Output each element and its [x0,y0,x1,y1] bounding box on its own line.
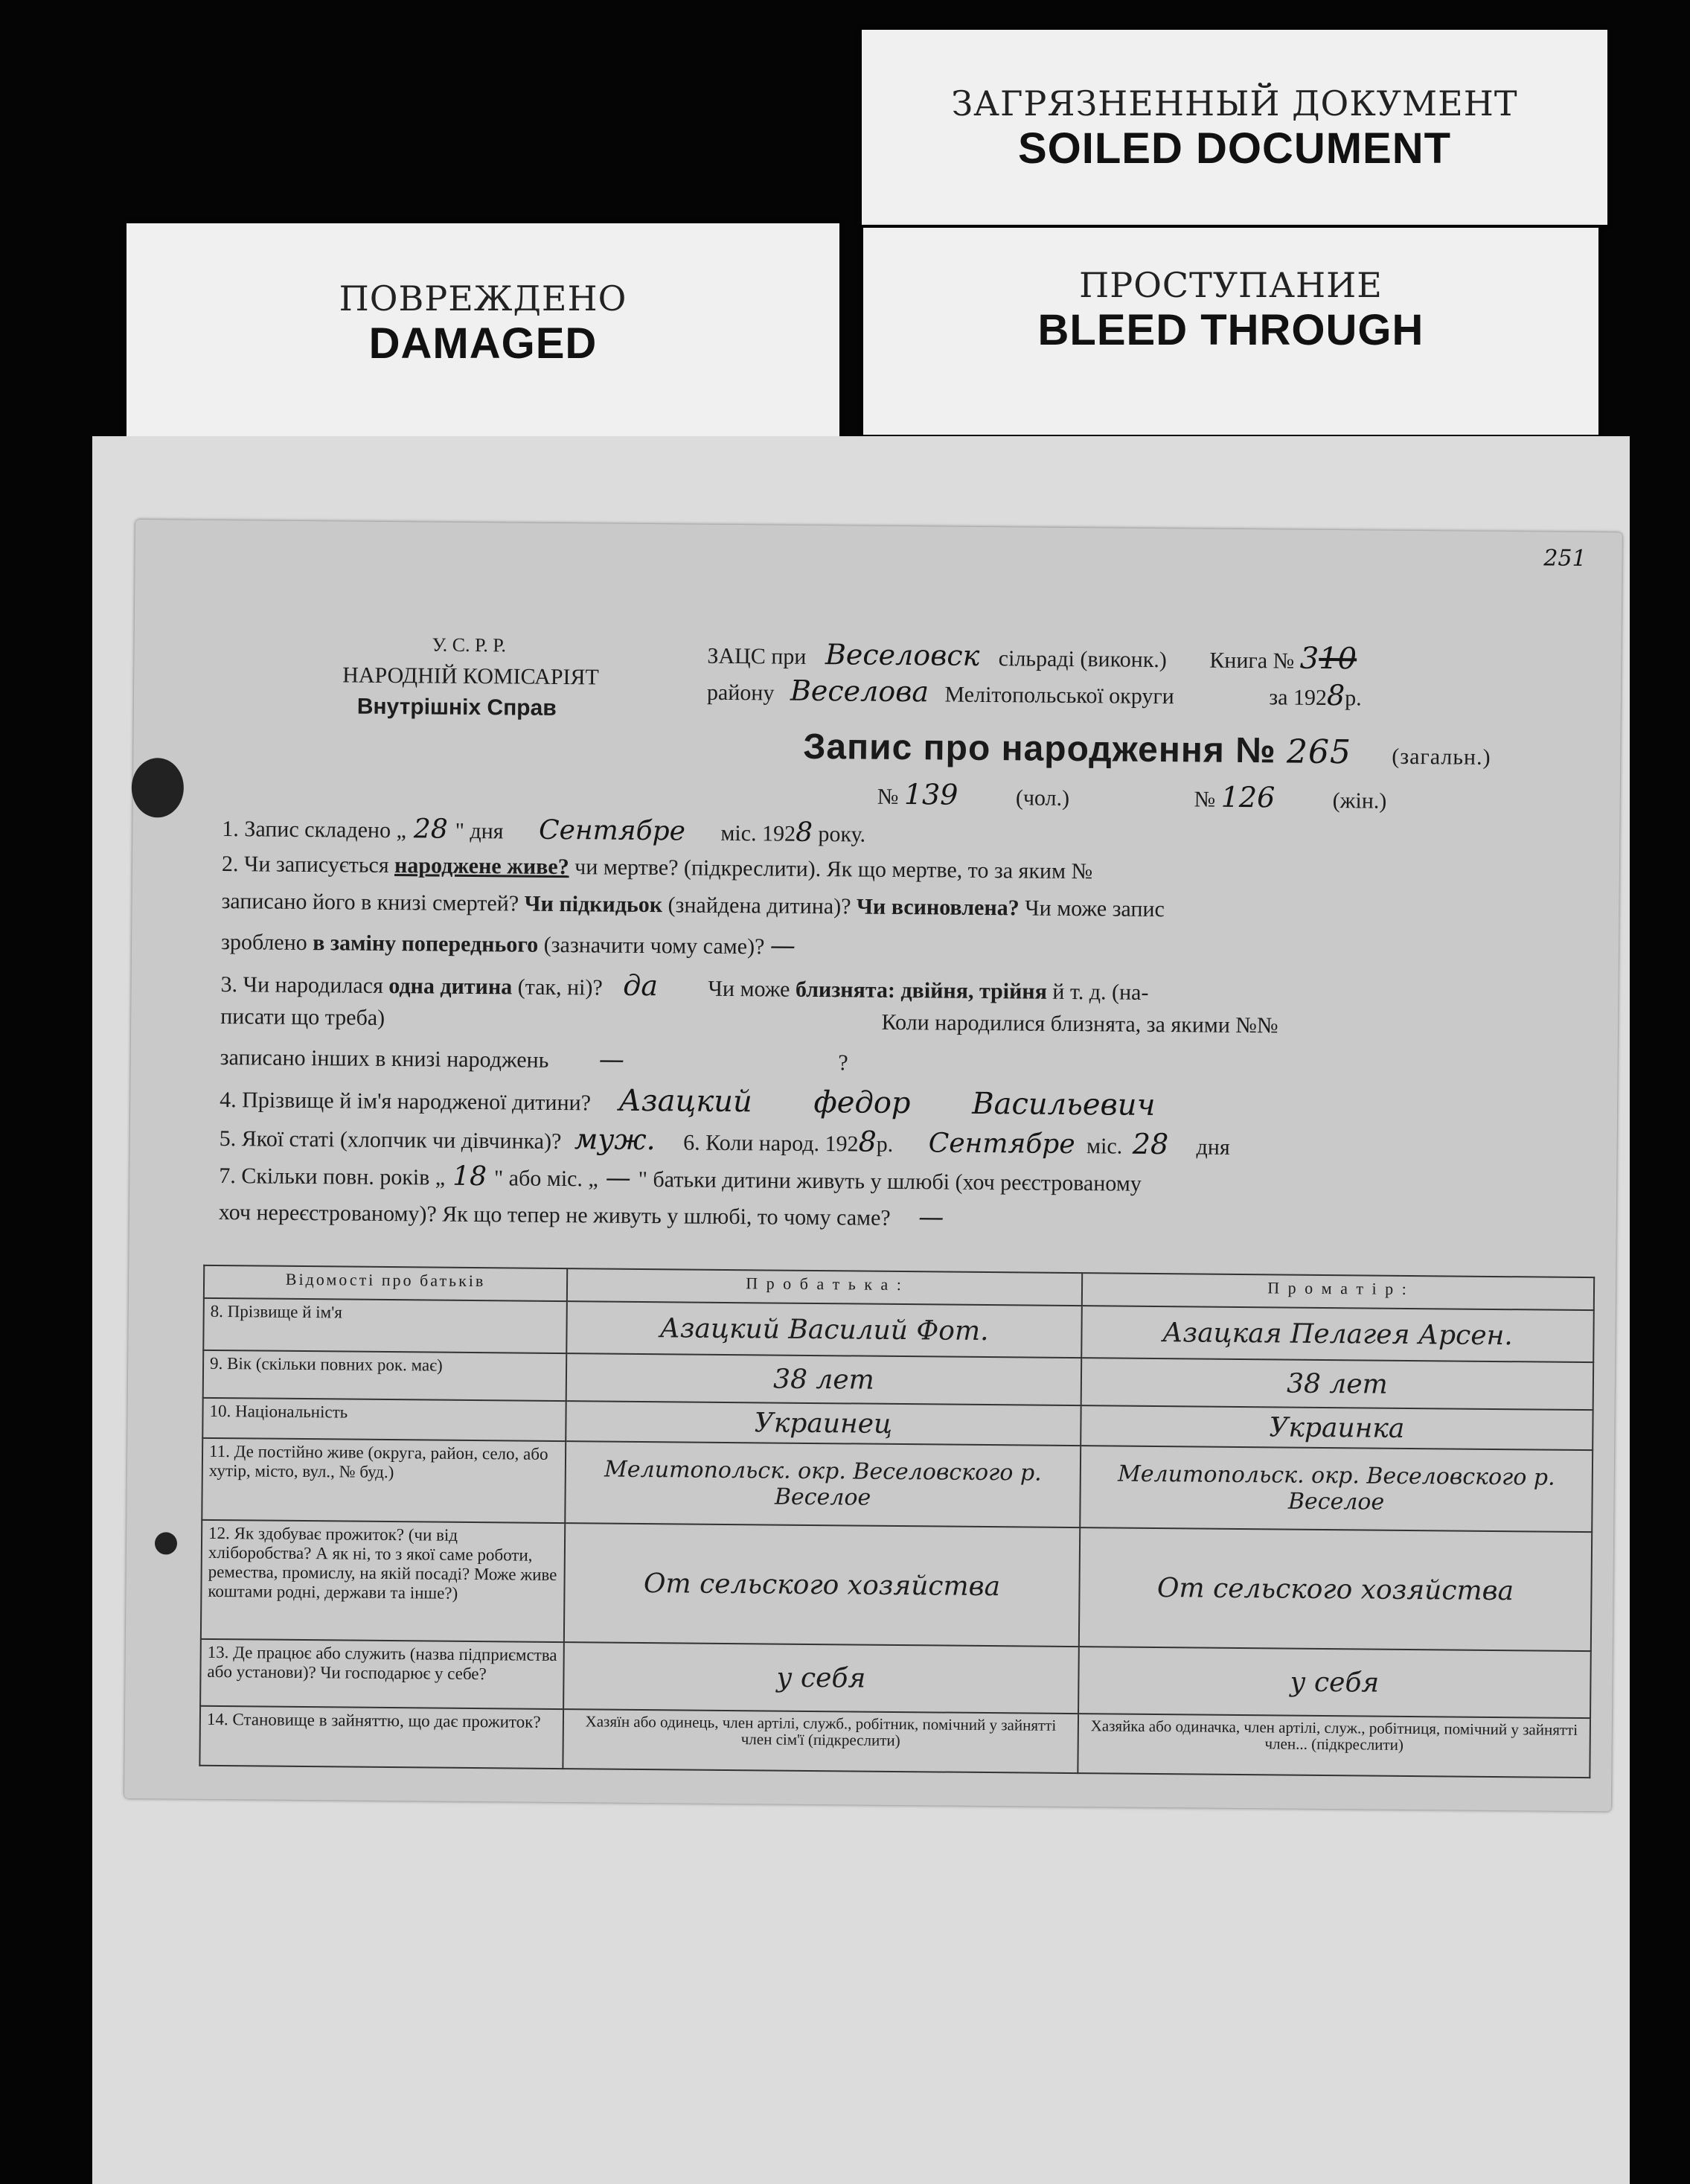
q6-dnia: дня [1196,1134,1230,1160]
q1-d: року. [818,822,866,847]
mother-cell: Украинка [1081,1405,1593,1450]
row-question: 10. Національність [202,1398,566,1441]
father-cell: Хазяїн або одинець, член артілі, служб., робітник, помічний у зайнятті член сім'ї (підкреслити) [563,1709,1078,1773]
row-question: 11. Де постійно живе (округа, район, село, або хутір, місто, вул., № буд.) [202,1438,566,1523]
q2-line1 [222,852,1092,884]
female-label: (жін.) [1332,788,1387,814]
year-label: за 192 [1269,685,1328,710]
row-question: 12. Як здобуває прожиток? (чи від хліборобства? А як ні, то з якої саме роботи, ремества, промислу, на якій посаді? Може живе коштами родні, держави та інше?) [201,1520,565,1642]
authority-line3: Внутрішніх Справ [356,694,557,721]
record-general: (загальн.) [1392,744,1491,770]
child-name-value: Азацкий федор Васильевич [618,1083,1156,1123]
q3-l2b: Коли народилися близнята, за якими №№ [881,1009,1278,1038]
parents-table [199,1265,1595,1778]
q3-l1e: близнята: двійня, трійня [795,977,1048,1004]
punch-hole [155,1532,177,1554]
q3-l1v: да [623,968,659,1003]
table-header-cell: П р о б а т ь к а : [567,1268,1082,1306]
soiled-card-en: SOILED DOCUMENT [1017,124,1452,173]
q1-c: міс. 192 [720,820,796,846]
bleed-through-card [863,228,1598,435]
q2-line2 [221,889,1165,922]
q3-l1c: (так, ні)? [517,974,603,1000]
header-line2 [707,674,1362,712]
q2-l2a: записано його в книзі смертей? [221,889,519,916]
q2-l1c: чи мертве? (підкреслити). Як що мертве, то за яким № [574,855,1093,884]
row-question: 8. Прізвище й ім'я [203,1298,567,1353]
q1-line [222,812,865,849]
q5-label: 5. Якої статі (хлопчик чи дівчинка)? [219,1126,562,1155]
q1-month: Сентябре [538,814,686,847]
q6-mis: міс. [1086,1134,1123,1159]
q1-day: 28 [413,814,448,845]
damaged-card-en: DAMAGED [368,319,598,368]
q7-l1a: 7. Скільки повн. років „ [219,1163,446,1190]
damaged-card [127,223,839,447]
corner-number: 251 [1543,545,1587,572]
q7-months: — [605,1163,631,1193]
q6-label: 6. Коли народ. 192 [683,1130,859,1157]
mother-cell: От сельского хозяйства [1079,1527,1592,1651]
q7-l2v: — [918,1202,944,1233]
q1-year: 8 [795,817,813,848]
table-row [200,1639,1591,1718]
zags-label: ЗАЦС при [707,643,807,669]
q2-l3a: зроблено [220,930,307,956]
q2-l2e: Чи може запис [1025,895,1165,922]
header-line1 [707,636,1357,677]
year-value: 8 [1326,678,1345,712]
father-cell: От сельского хозяйства [564,1523,1080,1647]
father-cell: Мелитопольск. окр. Веселовского р. Веселое [565,1441,1081,1527]
mother-cell: Азацкая Пелагея Арсен. [1081,1306,1594,1362]
bleed-card-ru: ПРОСТУПАНИЕ [1079,265,1383,305]
q3-l1f: й т. д. (на- [1052,979,1149,1005]
female-no-label: № [1194,787,1216,812]
q7-line2 [219,1196,944,1233]
table-row [199,1706,1590,1778]
table-row [202,1438,1593,1532]
q7-l2a: хоч нереєстрованому)? Як що тепер не живуть у шлюбі, то чому саме? [218,1200,891,1230]
q1-a: 1. Запис складено „ [222,817,407,843]
male-label: (чол.) [1015,785,1070,811]
record-title-text: Запис про народження № [803,727,1276,771]
book-value: 3 [1299,641,1319,676]
authority-line1: У. С. Р. Р. [432,633,507,657]
father-cell: у себя [563,1642,1079,1714]
q2-l3v: — [769,930,796,961]
table-header-cell: Відомості про батьків [204,1265,567,1301]
q7-l1b: " або міс. „ [493,1166,598,1192]
row-question: 14. Становище в зайняттю, що дає прожиток? [199,1706,563,1769]
q6-month: Сентябре [928,1128,1075,1160]
q3-line2 [220,1004,1278,1038]
birth-record-form [124,520,1622,1811]
council-label: сільраді (виконк.) [998,646,1168,673]
mother-cell: у себя [1078,1647,1591,1718]
q5-line [220,1120,1230,1161]
q2-line3 [221,926,796,961]
district-label: району [706,680,775,706]
q3-l1a: 3. Чи народилася [220,972,383,998]
q3-l1b: одна дитина [388,973,513,1000]
q2-l1a: 2. Чи записується [221,852,389,878]
q3-l3a: записано інших в книзі народжень [220,1045,549,1073]
year-suffix: р. [1345,686,1362,711]
soiled-card-ru: ЗАГРЯЗНЕННЫЙ ДОКУМЕНТ [951,83,1518,124]
female-no: 126 [1220,780,1275,814]
q4-label: 4. Прізвище й ім'я народженої дитини? [220,1088,592,1116]
q7-line1 [219,1159,1142,1198]
table-row [201,1520,1592,1651]
male-no-label: № [877,784,899,809]
q1-b: " дня [455,818,504,844]
child-sex-value: муж. [574,1123,656,1157]
book-crossed: 10 [1319,641,1357,677]
soiled-document-card [862,30,1607,225]
record-number: 265 [1286,732,1352,772]
q3-line3 [220,1041,848,1076]
punch-hole [132,758,185,818]
father-cell: Азацкий Василий Фот. [566,1301,1082,1358]
q3-l3v: — [598,1044,625,1075]
q2-l2c: (знайдена дитина)? [668,893,851,919]
district-value: Веселова [790,674,929,709]
q3-line1 [220,965,1148,1006]
q7-years: 18 [452,1160,487,1192]
q2-l2d: Чи всиновлена? [856,894,1020,921]
father-cell: Украинец [566,1401,1081,1446]
authority-line2: НАРОДНІЙ КОМІСАРІЯТ [342,662,599,690]
zags-value: Веселовск [825,638,980,672]
q3-l2a: писати що треба) [220,1004,385,1030]
bleed-card-en: BLEED THROUGH [1037,306,1424,354]
father-cell: 38 лет [566,1353,1082,1405]
q2-l2b: Чи підкидьок [524,891,663,918]
q3-l3b: ? [838,1050,848,1076]
q6-year: 8 [858,1125,877,1158]
q3-l1d: Чи може [708,976,790,1002]
q4-line [220,1080,1156,1123]
q2-l3b: в заміну попереднього [313,930,539,957]
sex-numbers [877,778,1387,815]
q6-day: 28 [1132,1127,1169,1161]
q2-l1b: народжене живе? [394,853,569,880]
q6-yr: р. [876,1131,894,1157]
table-header-cell: П р о м а т і р : [1082,1273,1594,1310]
q7-l1c: " батьки дитини живуть у шлюбі (хоч реєстрованому [638,1166,1142,1196]
mother-cell: Мелитопольск. окр. Веселовского р. Веселое [1080,1446,1593,1532]
male-no: 139 [903,778,958,811]
damaged-card-ru: ПОВРЕЖДЕНО [339,278,627,319]
record-title [803,727,1491,773]
row-question: 13. Де працює або служить (назва підприємства або установи)? Чи господарює у себе? [200,1639,564,1709]
book-label: Книга № [1209,648,1295,674]
q2-l3c: (зазначити чому саме)? [543,932,765,960]
okrug-label: Мелітопольської округи [944,682,1174,709]
mother-cell: 38 лет [1081,1358,1594,1410]
mother-cell: Хазяйка або одиначка, член артілі, служ., робітниця, помічний у зайнятті член... (підкреслити) [1078,1714,1590,1778]
row-question: 9. Вік (скільки повних рок. має) [203,1350,567,1401]
